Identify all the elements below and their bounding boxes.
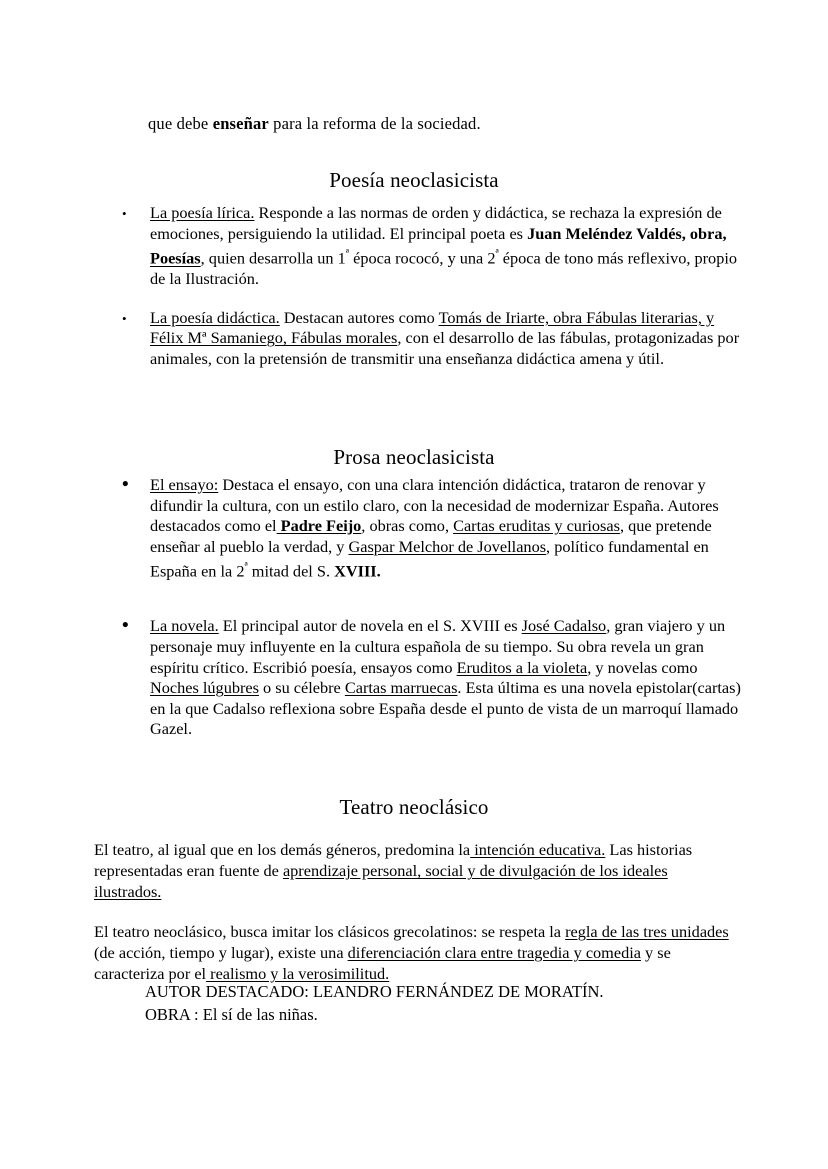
item-body-4: , político fundamental en España en la 2 [150, 536, 709, 581]
item-body-3: , y novelas como [587, 657, 698, 677]
item-body: Responde a las normas de orden y didáctica, se rechaza la expresión de emociones, persiguiendo la utilidad. El principal poeta es [150, 203, 722, 243]
paragraph-underline-2: diferenciación clara entre tragedia y comedia [347, 943, 641, 963]
item-body-3: época rococó, y una 2 [349, 248, 496, 268]
intro-suffix: para la reforma de la sociedad. [268, 113, 481, 133]
item-body-5: mitad del S. [247, 561, 335, 581]
list-item [118, 308, 743, 370]
item-body: Destacan autores como [279, 307, 439, 327]
teatro-paragraph-2 [94, 921, 739, 984]
autor-destacado-line: AUTOR DESTACADO: LEANDRO FERNÁNDEZ DE MORATÍN. [145, 982, 604, 1001]
item-body: Destaca el ensayo, con una clara intención didáctica, trataron de renovar y difundir la cultura, con un estilo claro, con la necesidad de modernizar España. Autores destacados como el [150, 475, 719, 536]
item-body-2: , quien desarrolla un 1 [200, 248, 346, 268]
item-work-3: Cartas marruecas [344, 678, 458, 698]
autor-obra-block [145, 980, 745, 1026]
prosa-bullet-list [118, 475, 743, 740]
ordinal-1: ª [345, 247, 350, 261]
paragraph-body-2: Las historias representadas eran fuente de [94, 840, 693, 881]
item-work-1: Eruditos a la violeta [456, 657, 588, 677]
poesia-bullet-list [118, 203, 743, 370]
paragraph-underline-1: regla de las tres unidades [565, 922, 729, 942]
item-body-5: . Esta última es una novela epistolar(cartas) en la que Cadalso reflexiona sobre España desde el punto de vista de un marroquí llamado Gazel. [150, 678, 741, 739]
paragraph-underline-1: intención educativa. [470, 840, 606, 860]
item-lead: El ensayo: [150, 475, 219, 494]
item-author-1: José Cadalso [521, 616, 607, 636]
paragraph-body-2: (de acción, tiempo y lugar), existe una [94, 943, 348, 963]
ordinal-2: ª [495, 247, 499, 261]
ordinal-1: ª [244, 560, 248, 574]
obra-line: OBRA : El sí de las niñas. [145, 1005, 318, 1024]
item-work-2: Noches lúgubres [150, 678, 259, 698]
item-body-2: , gran viajero y un personaje muy influyente en la cultura española de su tiempo. Su obra revela un gran espíritu crítico. Escribió poesía, ensayos como [150, 616, 726, 677]
teatro-paragraph-1 [94, 839, 739, 902]
intro-paragraph [148, 113, 748, 134]
heading-prosa-neoclasicista: Prosa neoclasicista [333, 445, 495, 470]
intro-bold-word: enseñar [212, 113, 269, 133]
item-lead: La poesía lírica. [150, 203, 255, 222]
intro-prefix: que debe [148, 113, 213, 133]
item-work: Poesías [150, 248, 201, 268]
item-work-1: Cartas eruditas y curiosas [453, 516, 620, 536]
item-body: El principal autor de novela en el S. XVIII es [218, 616, 522, 636]
item-lead: La poesía didáctica. [150, 307, 280, 327]
item-body-4: época de tono más reflexivo, propio de la Ilustración. [150, 248, 737, 289]
paragraph-underline-3: realismo y la verosimilitud. [206, 964, 390, 984]
paragraph-body-1: El teatro neoclásico, busca imitar los clásicos grecolatinos: se respeta la [94, 922, 566, 942]
heading-poesia-neoclasicista: Poesía neoclasicista [329, 168, 499, 193]
item-authors: Tomás de Iriarte, obra Fábulas literarias, y Félix Mª Samaniego, Fábulas morales [150, 307, 715, 348]
bullet-dot-icon [122, 616, 129, 637]
item-body-2: , obras como, [361, 516, 454, 536]
paragraph-body-1: El teatro, al igual que en los demás géneros, predomina la [94, 840, 471, 860]
bullet-dot-icon [122, 308, 127, 330]
paragraph-body-3: y se caracteriza por el [94, 943, 671, 984]
item-body-4: o su célebre [258, 678, 345, 698]
list-item [118, 475, 743, 582]
paragraph-underline-2: aprendizaje personal, social y de divulgación de los ideales ilustrados. [94, 861, 668, 902]
item-lead: La novela. [150, 616, 219, 636]
bullet-dot-icon [122, 475, 129, 496]
item-body-2: , con el desarrollo de las fábulas, protagonizadas por animales, con la pretensión de transmitir una enseñanza didáctica amena y útil. [150, 328, 740, 368]
list-item [118, 616, 743, 740]
list-item [118, 203, 743, 290]
item-tail-bold: XVIII. [334, 561, 381, 581]
heading-teatro-neoclasico: Teatro neoclásico [339, 795, 489, 820]
item-author-1: Padre Feijo [276, 516, 362, 536]
bullet-dot-icon [122, 203, 127, 225]
item-author: Juan Meléndez Valdés, obra, [527, 223, 727, 243]
item-body-3: , que pretende enseñar al pueblo la verdad, y [150, 516, 712, 556]
item-author-2: Gaspar Melchor de Jovellanos [348, 536, 547, 556]
